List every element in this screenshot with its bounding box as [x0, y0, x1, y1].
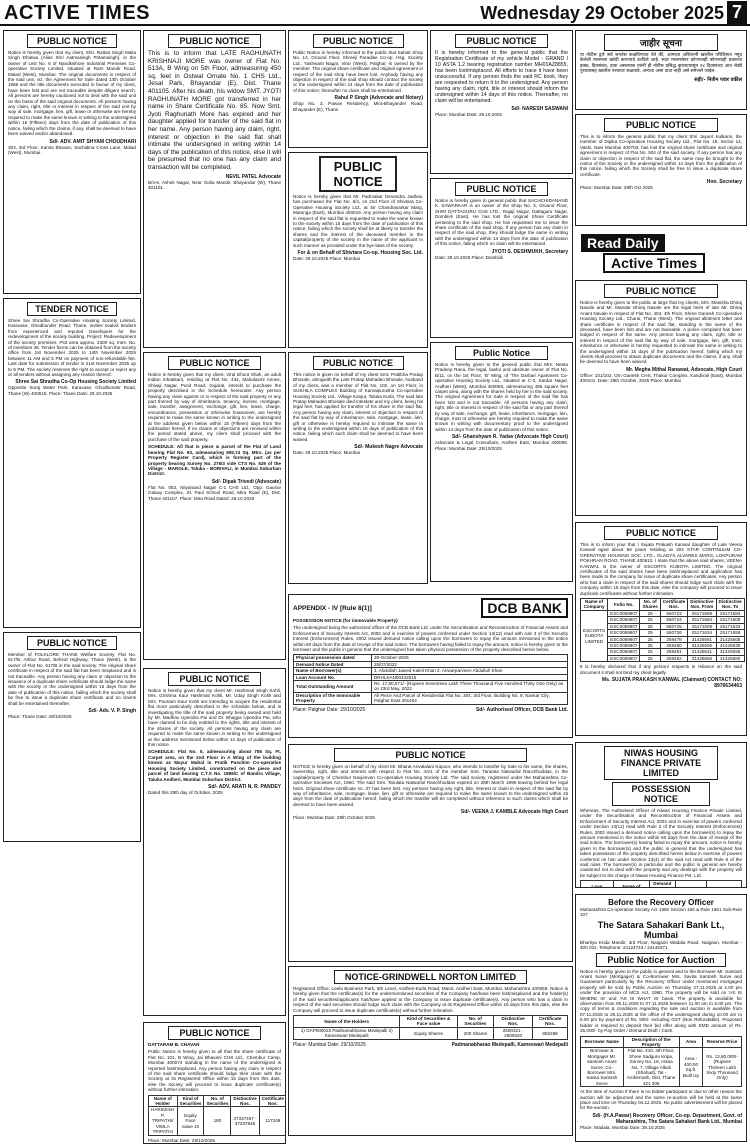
- notice-title: PUBLIC NOTICE: [455, 34, 548, 48]
- notice-address: Flat No. 053, Nityanand Nagar C-1 CHS Ltd., Opp. Gaurav Galaxy Complex, St. Paul School Road, Mira Road (E), Dist. Thane 401107. Place: Mira Road Dated: 29.10.2025: [148, 484, 281, 501]
- notice-address: Date: 29.10.2025 Place: Mumbai: [293, 256, 360, 262]
- td-folio: ESC0059807: [608, 630, 640, 636]
- notice-dcb: [288, 594, 573, 738]
- dcb-logo: DCB BANK: [481, 598, 568, 618]
- notice-body: Registered Office: Leela Business Park, 5th Level, Andheri-Kurla Road, Marol, Andheri East, Mumbai, Maharashtra 400059. Notice is hereby given that the certificate(s) for the undermentioned securities of the Company has/have been lost/misplaced and the holder(s) of the said securities/applicants has/have applied to the Company to issue duplicate certificate(s). Any person who has a claim in respect of the said securities should lodge such claim with the Company at its Registered Office within 15 days from this date, else the Company will proceed to issue duplicate certificate(s) without further intimation.: [293, 986, 568, 1013]
- th-folio: Folio No.: [608, 599, 640, 611]
- notice-c5-2: [575, 280, 747, 516]
- td-label: Total Outstanding Amount: [294, 681, 372, 693]
- banner-line-2: Active Times: [603, 253, 705, 273]
- newspaper-brand: ACTIVE TIMES: [4, 2, 151, 24]
- th-demand: Demand: [649, 881, 675, 888]
- td-shares: 25: [640, 630, 660, 636]
- td-label: Demand Notice Dated: [294, 661, 372, 667]
- th-from: Distinctive Nos. From: [688, 599, 716, 611]
- notice-title: PUBLIC NOTICE: [168, 672, 261, 686]
- td-value: 25/07/2022: [371, 661, 567, 667]
- th-cert: Certificate Nos.: [660, 599, 687, 611]
- td-from: 31425631: [688, 649, 716, 655]
- tripathi-table: [148, 1095, 286, 1136]
- notice-address: Advocate & Legal Consultant, Andheri East, Mumbai 400069. Place: Mumbai Date: 29/10/2025: [435, 440, 568, 451]
- td-holder: HARIKESH P. TRIPATHI/ VIMLA TRIPATHI: [149, 1107, 178, 1135]
- td-from: 31425606: [688, 642, 716, 648]
- td-cert: 882288: [533, 1027, 568, 1039]
- td-distinct: 2500321 - 2500520: [494, 1027, 533, 1039]
- notice-c1-3: [3, 632, 141, 842]
- dcb-table-row: [294, 681, 568, 693]
- th-kind: Kind of Securities & Face value: [400, 1016, 457, 1028]
- notice-c4-2: [430, 178, 573, 338]
- dcb-table-row: [294, 692, 568, 704]
- notice-body: या नोटीस द्वारे सर्व जनतेस कळविण्यात येते की, आमच्या अशिलांनी खालील परिशिष्टात नमूद केलेली मालमत्ता खरेदी करण्याचे ठरविले आहे. सदर मालमत्तेवर कोणाचाही कोणत्याही प्रकारचा हक्क, हितसंबंध, दावा असल्यास त्यांनी ही नोटीस प्रसिद्ध झाल्यापासून १४ दिवसांच्या आत लेखी पुराव्यासह खालील पत्त्यावर कळवावे, अन्यथा असा दावा नाही असे समजले जाईल.: [580, 53, 742, 75]
- column-3: [288, 30, 428, 590]
- notice-title: NOTICE-GRINDWELL NORTON LIMITED: [334, 970, 527, 984]
- notice-kanwal: [575, 522, 747, 736]
- td-folio: ESC0059807: [608, 610, 640, 616]
- th-borrower: Name of: [614, 881, 650, 888]
- notice-after: At the time of Auction if there is no bidder participant or due to other reason the auction will be adjourned and the same re-auction will be held at the same place and time on Thursday 04.12.2025. No public advertisement will be placed for Re-auction.: [580, 1089, 742, 1111]
- td-cert: 550725: [660, 623, 687, 629]
- notice-address: 303, 3rd Floor, Kamla Bhavan, Sachidina Cross Lane, Malad (West), Mumbai.: [8, 144, 136, 155]
- notice-c1-2: [3, 298, 141, 628]
- notice-kohli: [143, 668, 286, 1016]
- td-to: 31425680: [716, 655, 744, 661]
- masthead: [0, 0, 750, 26]
- notice-subtitle: DATTARAM B. CHAVAN: [148, 1042, 200, 1047]
- td-folio: ESC0059807: [608, 642, 640, 648]
- td-area: Area - 400.00 Sq.ft. Built Up: [679, 1048, 703, 1087]
- th-reserve: Reserve Price: [703, 1036, 742, 1048]
- notice-signature: Padmanabharao Medepalli, Kameswari Medepalli: [451, 1041, 568, 1048]
- notice-title: जाहीर सूचना: [604, 34, 717, 51]
- notice-place: Place: Mumbai Date: 29/10/2025: [293, 1041, 366, 1048]
- td-cert: 117249: [259, 1107, 286, 1135]
- td-to: 31425655: [716, 649, 744, 655]
- td-cert: 550726: [660, 630, 687, 636]
- notice-body: Public Notice is hereby informed to the public that Sahak Shop No. 14, Ground Floor, Shreeji Paradise Co-op. Hsg. Society Ltd., Yashwant Nagar, Virar (West), Palghar, is owned by the member. The original share certificate and original agreement in respect of the said shop have been lost. Anybody having any objection in respect of the said shop should contact the society or the undersigned within 14 days from the date of publication of this notice; thereafter no claim shall be entertained.: [293, 50, 423, 93]
- notice-address: Place: Thane Date: 29/10/2025: [8, 714, 72, 720]
- notice-c5-1: [575, 114, 747, 226]
- column-5-niwas: [575, 742, 747, 892]
- notice-signature: Sd/- Authorised Officer, DCB Bank Ltd.: [475, 706, 568, 713]
- notice-address: Date: 29.10.2025 Place: Dombivli: [435, 254, 504, 260]
- td-from: 25171634: [688, 630, 716, 636]
- notice-signature: Ms. SUJATA PRAKASH KANWAL (Claimant) CONTACT NO: 8976634463: [602, 676, 742, 689]
- notice-signature: Mr. Megha Mithal Ranawat, Advocate, High Court: [626, 366, 742, 373]
- td-shares: 25: [640, 617, 660, 623]
- read-daily-banner: [581, 234, 741, 274]
- th-area: Area: [679, 1036, 703, 1048]
- notice-c2-2: [143, 352, 286, 660]
- bank-name: The Satara Sahakari Bank Lt., Mumbai: [597, 919, 725, 940]
- notice-signature: Sd/- NARESH SASWANI: [511, 106, 568, 112]
- dcb-table: [293, 654, 568, 704]
- notice-body: Notice is hereby given to general public that SACHCHIDANAND K. SAWARKAR is an owner of the Shop No. 3, Ground Floor, SHRI DATTAGURU CHS LTD., Rajaji Nagar, Dattaguru Nagar, Dombivli (East). He has lost the original Share Certificate pertaining to the said shop. He has requested me to issue the share certificate of the said shop. If any person has any claim in respect of the said shop, they should lodge the same in writing with the undersigned within 14 days from the date of publication of this notice, failing which no claim will be entertained.: [435, 198, 568, 247]
- dcb-appendix: APPENDIX - IV [Rule 8(1)]: [293, 604, 372, 612]
- notice-c4-1: [430, 30, 573, 174]
- notice-signature: Hon. Secretary: [706, 179, 742, 186]
- notice-body: Notice is hereby given to the public at large that my clients, Mrs. Manisha Dhiraj Navale and Mr. Mandar Dhiraj Navale are the legal heirs of late Mr. Dhiraj Anant Navale in respect of Flat No. 404, 4th Floor, Shree Ganesh Co-operative Housing Society Ltd., Charai, Thane (West). The original allotment letter and share certificate in respect of the said flat, standing in the name of the deceased, have been lost and are not traceable. A police complaint has been lodged in respect of the same. Any person having any claim, right, title or interest in respect of the said flat by way of sale, mortgage, lien, gift, trust, inheritance or otherwise is hereby requested to intimate the same in writing to the undersigned within 15 days of the publication hereof, failing which my clients shall proceed to obtain duplicate documents and the claims, if any, shall be deemed to have been waived.: [580, 300, 742, 365]
- notice-body: This is to inform that LATE RAGHUNATH KRISHNAJI MORE was owner of Flat No. 513A, B Wing on 5th Floor, admeasuring 450 sq. feet in Ostwal Ornate No. 1 CHS Ltd., Jesal Park, Bhayandar (E), Dist. Thane 401105. After his death, his widow SMT. JYOTI RAGHUNATH MORE got transferred in her name in Share Certificate No. 85. Now Smt. Jyoti Raghunath More has expired and her daughter applied for transfer of the said flat in her name. Any person having any claim, right, interest or objection in the said flat shall intimate the undersigned in writing within 14 days of the publication of this notice, else it will be presumed that no one has any claim and transaction will be completed.: [148, 50, 281, 171]
- notice-body: It is hereby informed to the general public that the Registration Certificate of my vehicle Model - GRAND I 10 ASTA 1.2 bearing registration number MH01AZ8855, has been lost/misplaced. All efforts to trace it have been unsuccessful. If any person finds the said RC book, they are requested to return it to the undersigned. Any person having any claim, right, title or interest should inform the undersigned within 14 days of this notice. Thereafter, no claim will be entertained.: [435, 50, 568, 104]
- notice-title: PUBLIC NOTICE: [168, 1026, 261, 1040]
- notice-address: Opposite Suraj Water Park, Karavase, Ghodbunder Road, Thane (W) 400615. Place: Thane Date: 29.10.2025: [8, 385, 136, 396]
- notice-title: PUBLIC NOTICE: [313, 356, 404, 370]
- notice-title: PUBLIC NOTICE: [313, 34, 404, 48]
- notice-c3-3: [288, 352, 428, 584]
- notice-tripathi: [143, 1022, 286, 1144]
- column-5-mid: [575, 232, 747, 520]
- th-borrower: Borrower Name: [581, 1036, 624, 1048]
- tripathi-table-header: [149, 1095, 287, 1107]
- notice-c4-3: [430, 342, 573, 582]
- niwas-table-header: [581, 881, 742, 888]
- notice-niwas: [575, 742, 747, 888]
- td-to: 31425605: [716, 636, 744, 642]
- td-from: 25171609: [688, 623, 716, 629]
- th-property: Description of the Property: [623, 1036, 679, 1048]
- banner-line-1: Read Daily: [581, 234, 665, 252]
- td-shares: 25: [640, 649, 660, 655]
- notice-signature: Rahul P Singh (Advocate and Notary): [334, 95, 423, 102]
- notice-signature: NEVIL PATEL Advocate: [225, 173, 281, 180]
- notice-title: PUBLIC NOTICE: [168, 34, 261, 48]
- grindwell-table-header: [294, 1016, 568, 1028]
- th-cert: Certificate Nos.: [259, 1095, 286, 1107]
- notice-c1-1: [3, 30, 141, 294]
- tripathi-table-row: [149, 1107, 287, 1135]
- th-loan: Loan: [581, 881, 614, 888]
- notice-address: Place: Mumbai Date: 29th October 2025: [293, 815, 375, 821]
- td-distinct: 37337467 - 37337646: [231, 1107, 259, 1135]
- td-cert: 258480: [660, 642, 687, 648]
- dcb-footer: [293, 707, 568, 713]
- notice-kapoor: [288, 744, 573, 962]
- td-to: 25171583: [716, 610, 744, 616]
- th-holder: Name of Holder: [149, 1095, 178, 1107]
- notice-signature: Sd/- Mukesh Nagre Advocate: [354, 444, 423, 451]
- notice-c2-1: [143, 30, 286, 348]
- td-number: 180: [204, 1107, 231, 1135]
- td-from: 31425656: [688, 655, 716, 661]
- notice-title: PUBLIC NOTICE: [319, 156, 397, 192]
- notice-body: Shree Sai Shradha Co-Operative Housing Society Limited, Karavase, Ghodbunder Road, Thane, invites sealed tenders from experienced and reputed Developers for the redevelopment of the society building. Project: Redevelopment of the society premises. Plot area approx. 2300 sq. mtrs. No. of members 48. Tender forms can be obtained from the society office from 1st November 2025 to 14th November 2025 between 11 AM and 5 PM on payment of non-refundable fee. Last date for submission of tender is 21st November 2025 up to 5 PM. The society reserves the right to accept or reject any or all tenders without assigning any reason thereof.: [8, 318, 136, 378]
- td-value: 29-October-2025: [371, 655, 567, 661]
- td-to: 25171633: [716, 623, 744, 629]
- td-folio: ESC0059807: [608, 617, 640, 623]
- td-kind: Equity Shares: [400, 1027, 457, 1039]
- th-distinct: Distinctive Nos.: [231, 1095, 259, 1107]
- notice-subtitle: POSSESSION NOTICE: [612, 782, 709, 806]
- td-cert: 258482: [660, 655, 687, 661]
- notice-c3-2: [288, 152, 428, 348]
- notice-after: It is hereby declared that if any person/ respects in reliance on the said document it shall not bind my client legally.: [580, 664, 742, 675]
- td-label: Physical possession dated: [294, 655, 372, 661]
- notice-title: TENDER NOTICE: [27, 302, 117, 316]
- notice-hindi: [575, 30, 747, 110]
- td-from: 25171584: [688, 617, 716, 623]
- notice-title: PUBLIC NOTICE: [334, 748, 527, 762]
- notice-address: Dated this 29th day of October, 2025: [148, 789, 223, 795]
- td-cert: 258478: [660, 636, 687, 642]
- auction-subheading: Maharashtra Co-operative Society Act 1960 Section 156 & Rule 1961 Sub-Rule 107: [580, 907, 742, 918]
- notice-body: Whereas, The Authorised Officer of Niwas Housing Finance Private Limited, under the Securitisation and Reconstruction of Financial Assets and Enforcement of Security Interest Act, 2002 and in exercise of powers conferred under Section 13(12) read with Rule 3 of the Security Interest (Enforcement) Rules, 2002 issued a demand notice calling upon the borrower(s) to repay the amount mentioned in the notice within 60 days from the date of receipt of the said notice. The borrower(s) having failed to repay the amount, notice is hereby given to the borrower(s) and the public in general that the undersigned has taken possession of the property described herein below in exercise of powers conferred on him under Section 13(4) of the said Act read with Rule 8 of the said rules. The borrower(s) in particular and the public in general are hereby cautioned not to deal with the property and any dealings with the property will be subject to the charge of Niwas Housing Finance Pvt. Ltd.: [580, 808, 742, 878]
- notice-signature: For & on Behalf of Shivtara Co-op. Housing Soc. Ltd.: [297, 250, 423, 257]
- notice-signature: Sd/- ADV. ARATI N. R. PANDEY: [208, 783, 281, 790]
- th-to: Distinctive Nos. To: [716, 599, 744, 611]
- notice-c3-1: [288, 30, 428, 148]
- td-property: Flat No. 410, 4th Floor, Shree Sadguru Kripa, Survey No. 18, Hissa No. 7, Village Alkali (Shahad), Tal - Ambernath, Dist. Thane 421 306: [623, 1048, 679, 1087]
- issue-date: Wednesday 29 October 2025: [480, 3, 724, 23]
- notice-schedule: SCHEDULE: Flat No. 5, admeasuring about 758 Sq. Ft. Carpet area, on the 2nd Floor in A Wing of the building known as Mayur Mahal in Pratik Paschim Co-operative Housing Society Limited, constructed on the piece and parcel of land bearing C.T.S No. 1896/C of Bandra Village, Taluka Andheri, Mumbai Suburban District.: [148, 749, 281, 782]
- notice-title: Public Notice: [455, 346, 548, 360]
- td-shares: 25: [640, 610, 660, 616]
- td-cert: 258481: [660, 649, 687, 655]
- grindwell-footer: [293, 1042, 568, 1048]
- notice-satara-bank: [575, 894, 747, 1142]
- notice-address: Place: Mumbai Date: 29.10.2025: [435, 112, 502, 117]
- notice-title: PUBLIC NOTICE: [455, 182, 548, 196]
- notice-title: PUBLIC NOTICE: [27, 636, 117, 650]
- th-kind: Kind of Securities: [177, 1095, 204, 1107]
- notice-title: PUBLIC NOTICE: [168, 356, 261, 370]
- td-company: ESCORTS KUBOTA LIMITED: [581, 610, 608, 661]
- notice-address: Shop No. 3, Pawan Residency, Mira-Bhayander Road, Bhayander (E), Thane.: [293, 101, 423, 112]
- th-cert: Certificate Nos.: [533, 1016, 568, 1028]
- notice-body: Notice is hereby given that my client Mr. Hashmati Singh Kohli, Mrs. Grishma Kaur Hashmati Kohli, Mr. Uday Singh Kohli and Mrs. Poonam Kaur Kohli are intending to acquire the residential flat more particularly described in the schedule below, and is investigating the title of the said property being owned and held by Mr. Madhav Upendra Pai and Dr. Bhagya Upendra Pai, who have claimed to be duly entitled to the rights, title and interest of the shares of the society. All persons having any claim are required to make the same known in writing to the undersigned at the address mentioned below within 14 days of publication of this notice.: [148, 688, 281, 748]
- th-distinct: Distinctive Nos.: [494, 1016, 533, 1028]
- td-value: Rs. 17,80,571/- (Rupees Seventeen Lakh Three Thousand Five Hundred Thirty One Only) as on 23rd May, 2022: [371, 681, 567, 693]
- td-from: 25171559: [688, 610, 716, 616]
- td-value: 1. Abdullah Jawed Kaleli Khan 2. Anwarparveen Abdullah Khan: [371, 668, 567, 674]
- notice-body: Public Notice is hereby given to all that the share certificate of Flat No. 101, B Wing, Jai Bhavani CHS Ltd., Chembur Camp, Mumbai 400074 standing in the name of the undersigned is reported lost/misplaced. Any person having any claim in respect of the said share certificate should lodge their claim with the Society at its Registered Office within 15 days from this date, else the society will proceed to issue duplicate certificate(s) without further intimation.: [148, 1049, 281, 1093]
- notice-signature: सही/- नितीन पवार वकील: [694, 76, 742, 83]
- column-4: [430, 30, 573, 590]
- notice-body: Notice is hereby given to the general public that Mrs. Neeta Pradeep Rana, the legal, lawful and absolute owner of Flat No. B/11, on the 1st Floor, 'B' Wing, of 'The Darbari Apartment Co-operative Housing Society Ltd., situated at C-3, Sardar Nagar, Andheri (West), Mumbai 400058, admeasuring 496 square feet carpet area, along with the shares held by her in the said society. The original Agreement for Sale in respect of the said flat has been lost and is not traceable. All persons having any claim, right, title or interest in respect of the said flat or any part thereof by way of sale, exchange, gift, lease, inheritance, mortgage, lien, charge, trust or otherwise are hereby required to make the same known in writing with documentary proof to the undersigned within 14 days from the date of publication of this notice.: [435, 362, 568, 432]
- grindwell-table: [293, 1015, 568, 1040]
- shares-table: [580, 598, 745, 662]
- auction-title: Public Notice for Auction: [596, 953, 726, 967]
- th-type: [706, 881, 741, 888]
- notice-signature: Sd/- (H.A.Pawar) Recovery Officer, Co-op. Department, Govt. of Maharashtra, The Satara Sahakari Bank Ltd., Mumbai: [592, 1112, 742, 1125]
- td-shares: 25: [640, 623, 660, 629]
- notice-body: This is to inform your that I Sujata Prakash Kanwal daughter of Late Veena Kanwal aged about 56 years residing at 303 STAR CONTINUUM CO-OPERATIVE HOUSING SOC. LTD., GLADYS ALVARES MARG, LOKPURAM POKHRAN ROAD, THANE 400610. I state that the above said shares, VEENA KANWAL is the owner of ESCORTS KUBOTA LIMITED. The original certificates of the said shares have been lost/misplaced and application has been made to the company for issue of duplicate share certificates. Any person who has a claim in respect of the said shares should lodge such claim with the company within 15 days from this date, else the company will proceed to issue duplicate certificates without further intimation.: [580, 542, 742, 596]
- td-shares: 25: [640, 636, 660, 642]
- column-1: [3, 30, 141, 1144]
- td-label: Description of the Immovable Property: [294, 692, 372, 704]
- td-borrower: Borrower & Mortgager Mr. Santosh Anant Surve, Co-Borrower Mrs. Savita Santosh Surve: [581, 1048, 624, 1087]
- column-5-kanwal: [575, 522, 747, 740]
- notice-address: Place: Mumbai Date: 29th Oct 2025: [580, 185, 653, 191]
- notice-signature: Sd/- ADV. AMIT SHYAM CHOUDHARI: [49, 138, 136, 145]
- column-2-bottom: [143, 1022, 286, 1146]
- notice-body: The undersigned being the authorized officer of the DCB Bank Ltd. under the Securitisation and Reconstruction of Financial Assets and Enforcement of Security Interest Act, 2002 and in exercise of powers conferred under Section 13(12) read with rule 3 of the Security Interest (Enforcement) Rules, 2002 issued demand notice calling upon the borrowers to repay the amount mentioned in the notice within 60 days from the date of receipt of the said notice. The borrowers having failed to repay the amount, notice is hereby given to the borrower and the public in general that the undersigned has taken physical possession of the property described herein below.: [293, 625, 568, 653]
- td-holder: 1) GAP000023 Padmanabharao Medepalli 2) Kameswari Medepalli: [294, 1027, 400, 1039]
- th-number: No. of Securities: [204, 1095, 231, 1107]
- notice-place: Place: Wadala, Mumbai Date: 28.10.2025: [580, 1124, 665, 1130]
- td-shares: 25: [640, 655, 660, 661]
- notice-body: This notice is given on behalf of my client Smt. Pratibha Pratap Bhosale, alongwith the Late Pratap Mahadeo Bhosale, husband of my client, was a member of Flat No. 102, on 1st Floor, in SUSHILA COMPLEX Building of Kamalpurusha Co-operative Housing Society Ltd., Village Kanjur, Taluka Kurla. The said late Pratap Mahadeo Bhosale died intestate and my client, being his legal heir, has applied for transfer of his share in the said flat. Any person having any claim, interest or objection in respect of the said flat by way of inheritance, sale, mortgage, lease, lien, gift or otherwise is hereby required to intimate the same in writing to the undersigned within 15 days of publication of this notice, failing which such claim shall be deemed to have been waived.: [293, 372, 423, 442]
- page-number: 7: [727, 1, 747, 24]
- td-to: 31425630: [716, 642, 744, 648]
- notice-title: PUBLIC NOTICE: [604, 118, 717, 132]
- notice-body: Notice is hereby given to the public in general and to the Borrower Mr. Santosh Anant Surve (Mortgager) & Co-Borrower Mrs. Savita Santosh Surve and Guarantors particularly by the Recovery Officer under mentioned mortgaged property will be sold by Public Auction on Thursday 27.11.2025 at 2.00 pm under the provision of MCS Act, 1960. The property will be sold on 'AS IS WHERE IS' and 'AS IS WHAT IS' basis. The property is available for observation from 05.11.2025 to 07.11.2025 between 11.00 am to 5.00 pm. The copy of terms & conditions regarding the sale and auction is available from 07.11.2025 to 25.11.2025 at the office of the undersigned during 10.00 am to 5.00 pm by payment of Rs. 500/- including GST (Non Refundable). Proposed bidder is required to deposit their bid offer along with EMD amount of Rs. 25,000/- by Pay Order / Demand Draft / Cash.: [580, 968, 742, 1034]
- td-to: 25171608: [716, 617, 744, 623]
- th-holder: Name of the Holders: [294, 1016, 400, 1028]
- grindwell-table-row: [294, 1027, 568, 1039]
- column-mid-dcb: [288, 594, 573, 742]
- td-label: Name of Borrower(s): [294, 668, 372, 674]
- notice-address: Office: 101/102, Om Ganesh CHS, Thakur Complex, Kandivali (East), Mumbai 400101. Date: 28th October, 2025 Place: Mumbai: [580, 372, 742, 384]
- column-2: [143, 30, 286, 665]
- notice-title: PUBLIC NOTICE: [27, 34, 117, 48]
- td-from: 31425581: [688, 636, 716, 642]
- notice-address: Date: 29.10.2025 Place: Mumbai: [293, 450, 360, 456]
- notice-signature: Sd/- Adv. V. P. Singh: [88, 708, 136, 715]
- td-value: All Piece And Parcel of Residential Flat No. 304, 3rd Floor, Building No. 9, Navkar City, Palghar East 401404: [371, 692, 567, 704]
- notice-signature: Shree Sai Shradha Co-Op Housing Society Limited: [15, 379, 136, 386]
- notice-title: PUBLIC NOTICE: [604, 526, 717, 540]
- notice-body: Notice is hereby given that my client, Shri. Rattan Singh Malia Singh Dhatwa (Alias Shri Aatmasingh Pritamsingh), is the owner of Unit No. 8 of Nandkishore Industrial Premises Co-operative Society Limited, situated at Ram Mandir Road, Malad (West), Mumbai. The original documents in respect of the said unit, viz. the Agreement for Sale dated 14th October 1966 and the title documents executed in favour of my client, have been lost and are not traceable despite diligent search. All persons are hereby cautioned not to deal with the said unit on the basis of the said original documents. All persons having any claim, right, title or interest in respect of the said unit by way of sale, mortgage, lien, gift, lease or otherwise are hereby required to make the same known in writing to the undersigned within 15 (Fifteen) days from the date of publication of this notice, failing which the claims, if any, shall be deemed to have been waived and/or abandoned.: [8, 50, 136, 137]
- notice-place: Place: Palghar Date: 29/10/2025: [293, 706, 366, 713]
- column-5-top: [575, 30, 747, 230]
- th-date: [675, 881, 706, 888]
- notice-place: Place: Mumbai Date: 29/10/2025: [148, 1137, 215, 1143]
- dcb-header: [293, 598, 568, 618]
- notice-signature: Sd/- Ghanshyam R. Yadav (Advocate High Court): [451, 434, 568, 441]
- td-number: 200 Shares: [457, 1027, 493, 1039]
- notice-signature: Sd/- VEENA J. KAMBLE Advocate High Court: [460, 809, 568, 816]
- th-company: Name of Company: [581, 599, 608, 611]
- td-value: DRHLKAN00432515: [371, 674, 567, 680]
- column-mid-lower: [288, 744, 573, 1144]
- td-kind: Equity Face value 10: [177, 1107, 204, 1135]
- th-number: No. of Securities: [457, 1016, 493, 1028]
- auction-heading: Before the Recovery Officer: [608, 898, 714, 907]
- auction-table-header: [581, 1036, 742, 1048]
- notice-body: NOTICE is hereby given on behalf of my client Mr. Bharat Anvalalani Kapoor, who intends to transfer by Sale to his name, the shares, ownership, right, title and interest with respect to Flat No. 4A/1 of the member Smt. Tarulata Natwarlal Ranchhoddas, in the capital/property of Chembur Navjeevan Co-operative Housing Society Ltd. The said society, registered under the Maharashtra Co-operative Societies Act, 1960. The said Smt. Tarulata Natwarlal Ranchhoddas expired on 28th March 1996 leaving behind her legal heirs. Original share certificate no. 37 has been lost. Any persons having any right, title, interest or claim in respect of the said flat by way of inheritance, sale, mortgage, lease, lien, gift or otherwise are required to make the same known to the undersigned within 15 days from the date of publication hereof, failing which the transfer will be completed without reference to such claims which shall be deemed to have been waived.: [293, 764, 568, 807]
- td-label: Loan Account No.: [294, 674, 372, 680]
- column-5-auction: [575, 894, 747, 1146]
- notice-body: Notice is hereby given that Mr. Padmakar Devendra Jadhav, has purchased the Flat No. 6/4, on 2nd Floor of Shivtara Co-Operative Housing Society Ltd., at Sir Chandravarkar Marg, Matunga (East), Mumbai 400019. Any person having any claim in respect of the said flat is requested to make the same known to the society within 15 days from the date of publication of this notice, failing which the society shall be at liberty to transfer the shares and the interest of the deceased member in the capital/property of the society in the name of the applicant in such manner as provided under the bye-laws of the society.: [293, 194, 423, 248]
- notice-title: PUBLIC NOTICE: [604, 284, 717, 298]
- column-2-lower: [143, 668, 286, 1020]
- th-shares: No. of Shares: [640, 599, 660, 611]
- td-to: 25171658: [716, 630, 744, 636]
- td-cert: 550723: [660, 610, 687, 616]
- td-folio: ESC0059807: [608, 655, 640, 661]
- auction-table: [580, 1036, 742, 1088]
- td-cert: 550724: [660, 617, 687, 623]
- notice-body: Notice is hereby given that my client, Viral Dhoot Shah, an adult Indian Inhabitant, residing at Flat No. 434, Mahalaxmi Annex, Shivaji Nagar, Punit Road, Gujarat, intends to purchase the property described in the Schedule hereunder. Any person having any claim against or in respect of the said property or any part thereof by way of inheritance, tenancy, license, mortgage, sale, transfer, assignment, exchange, gift, lien, lease, charge, encumbrance, possession or otherwise howsoever, are hereby required to make the same known in writing to the undersigned at the address given below within 15 (Fifteen) days from the publication hereof. If no claims or objections are received within the period stated above, my client shall proceed with the purchase of the said property.: [148, 372, 281, 442]
- auction-table-row: [581, 1048, 742, 1087]
- notice-signature: Sd/- Dipak Trivedi (Advocate): [211, 478, 281, 485]
- td-reserve: Rs. 13,60,000/- (Rupees Thirteen Lakh Sixty Thousand Only): [703, 1048, 742, 1087]
- niwas-table: [580, 880, 742, 888]
- notice-grindwell: [288, 966, 573, 1136]
- bank-address: Bhartiya Krida Mandir, 3rd Floor, Naigaon Wadala Road, Naigaon, Mumbai - 400 031. Telephone: 24124743 / 24146371: [580, 939, 742, 951]
- shares-table-header: [581, 599, 745, 611]
- notice-body: This is to inform the general public that my client Shri Jayant Kulkarni, the member of Dipika Co-operative Housing Society Ltd., Plot No. 18, Sector 14, Vashi, Navi Mumbai 400703, has lost the original share certificate and original agreement in respect of Flat No. 504 of the said society. If any person has any claim or objection in respect of the said flat, the same may be brought to the notice of the Society or the undersigned within 14 days from the publication of this notice, failing which the Society shall be free to issue a duplicate share certificate.: [580, 134, 742, 177]
- td-folio: ESC0059807: [608, 649, 640, 655]
- td-folio: ESC0059807: [608, 636, 640, 642]
- notice-body: Member of FOLKLORE THANE Welfare Society, Flat No. 617/B, Arthur Road, Behind Highway, Thane (West), is the owner of Flat No. 617/B in the said society. The original share certificate in respect of the said flat has been misplaced and is not traceable. Any person having any claim or objection to the issuance of a duplicate share certificate should lodge the same with the society or the undersigned within 15 days from the date of publication of this notice, failing which the society shall be free to issue a duplicate share certificate and no claims shall be entertained thereafter.: [8, 652, 136, 706]
- notice-title: NIWAS HOUSING FINANCE PRIVATE LIMITED: [604, 746, 717, 780]
- td-folio: ESC0059807: [608, 623, 640, 629]
- notice-address: B/4-6, Ashok Nagar, Near Golia Mandir, Bhayandar (W), Thane 401101.: [148, 179, 281, 190]
- notice-schedule: SCHEDULE: All that is piece & parcel of the Flat of Land bearing Flat No. 93, admeasuring 605.74 Sq. Mtrs. (as per Property Register Card), which is forming part of the property bearing Survey No. 276/3 vide CTS No. 529 of the Village - MAROLE, Taluka - BORIVALI, in Mumbai Suburban District.: [148, 444, 281, 477]
- notice-signature: JYOTI S. DESHMUKH, Secretary: [491, 248, 568, 255]
- td-shares: 25: [640, 642, 660, 648]
- dcb-sub: POSSESSION NOTICE (for immovable Property): [293, 618, 398, 623]
